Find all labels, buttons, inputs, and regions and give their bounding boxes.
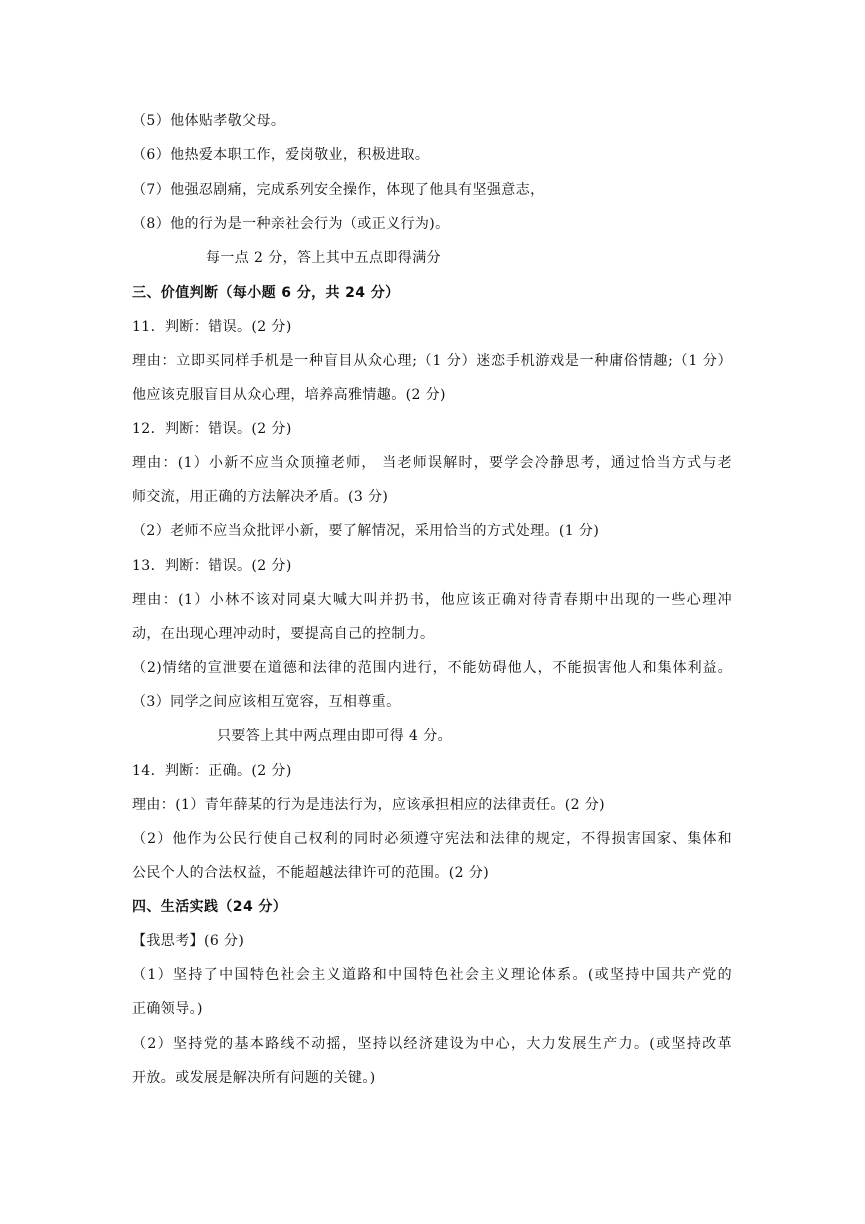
q13-reason-line-4: （3）同学之间应该相互宽容，互相尊重。	[132, 694, 401, 710]
think-answer-1-line-1: （1）坚持了中国特色社会主义道路和中国特色社会主义理论体系。(或坚持中国共产党的	[132, 967, 732, 983]
q14-reason-line-2: （2）他作为公民行使自己权利的同时必须遵守宪法和法律的规定，不得损害国家、集体和	[132, 831, 732, 847]
q12-judgment: 12．判断：错误。(2 分)	[132, 421, 292, 437]
section-heading-value-judgment: 三、价值判断（每小题 6 分，共 24 分）	[132, 285, 400, 301]
q13-reason-line-1: 理由：(1）小林不该对同桌大喊大叫并扔书，他应该正确对待青春期中出现的一些心理冲	[132, 592, 732, 608]
q12-reason-line-2: 师交流，用正确的方法解决矛盾。(3 分)	[132, 489, 389, 505]
q14-reason-line-3: 公民个人的合法权益，不能超越法律许可的范围。(2 分)	[132, 865, 490, 881]
answer-line-6: （6）他热爱本职工作，爱岗敬业，积极进取。	[132, 147, 430, 163]
q12-reason-line-3: （2）老师不应当众批评小新，要了解情况，采用恰当的方式处理。(1 分)	[132, 523, 600, 539]
subsection-i-think: 【我思考】(6 分)	[132, 933, 245, 949]
q13-scoring-note: 只要答上其中两点理由即可得 4 分。	[217, 728, 453, 744]
q13-reason-line-2: 动，在出现心理冲动时，要提高自己的控制力。	[132, 626, 435, 642]
q11-reason-line-2: 他应该克服盲目从众心理，培养高雅情趣。(2 分)	[132, 387, 446, 403]
think-answer-2-line-2: 开放。或发展是解决所有问题的关键。)	[132, 1070, 376, 1086]
scoring-note: 每一点 2 分，答上其中五点即得满分	[206, 250, 442, 266]
section-heading-life-practice: 四、生活实践（24 分）	[132, 899, 288, 915]
think-answer-2-line-1: （2）坚持党的基本路线不动摇，坚持以经济建设为中心，大力发展生产力。(或坚持改革	[132, 1036, 732, 1052]
q14-judgment: 14．判断：正确。(2 分)	[132, 763, 292, 779]
q13-reason-line-3: （2)情绪的宣泄要在道德和法律的范围内进行，不能妨碍他人，不能损害他人和集体利益。	[132, 660, 732, 676]
q14-reason-line-1: 理由：(1）青年薛某的行为是违法行为，应该承担相应的法律责任。(2 分)	[132, 797, 606, 813]
think-answer-1-line-2: 正确领导。)	[132, 1001, 203, 1017]
q11-judgment: 11．判断：错误。(2 分)	[132, 319, 292, 335]
answer-line-5: （5）他体贴孝敬父母。	[132, 113, 286, 129]
answer-line-7: （7）他强忍剧痛，完成系列安全操作，体现了他具有坚强意志，	[132, 182, 545, 198]
q13-judgment: 13．判断：错误。(2 分)	[132, 558, 292, 574]
q12-reason-line-1: 理由：(1）小新不应当众顶撞老师， 当老师误解时，要学会冷静思考，通过恰当方式与老	[132, 455, 732, 471]
answer-line-8: （8）他的行为是一种亲社会行为（或正义行为)。	[132, 216, 450, 232]
q11-reason-line-1: 理由：立即买同样手机是一种盲目从众心理;（1 分）迷恋手机游戏是一种庸俗情趣;（1 分）	[132, 353, 732, 369]
